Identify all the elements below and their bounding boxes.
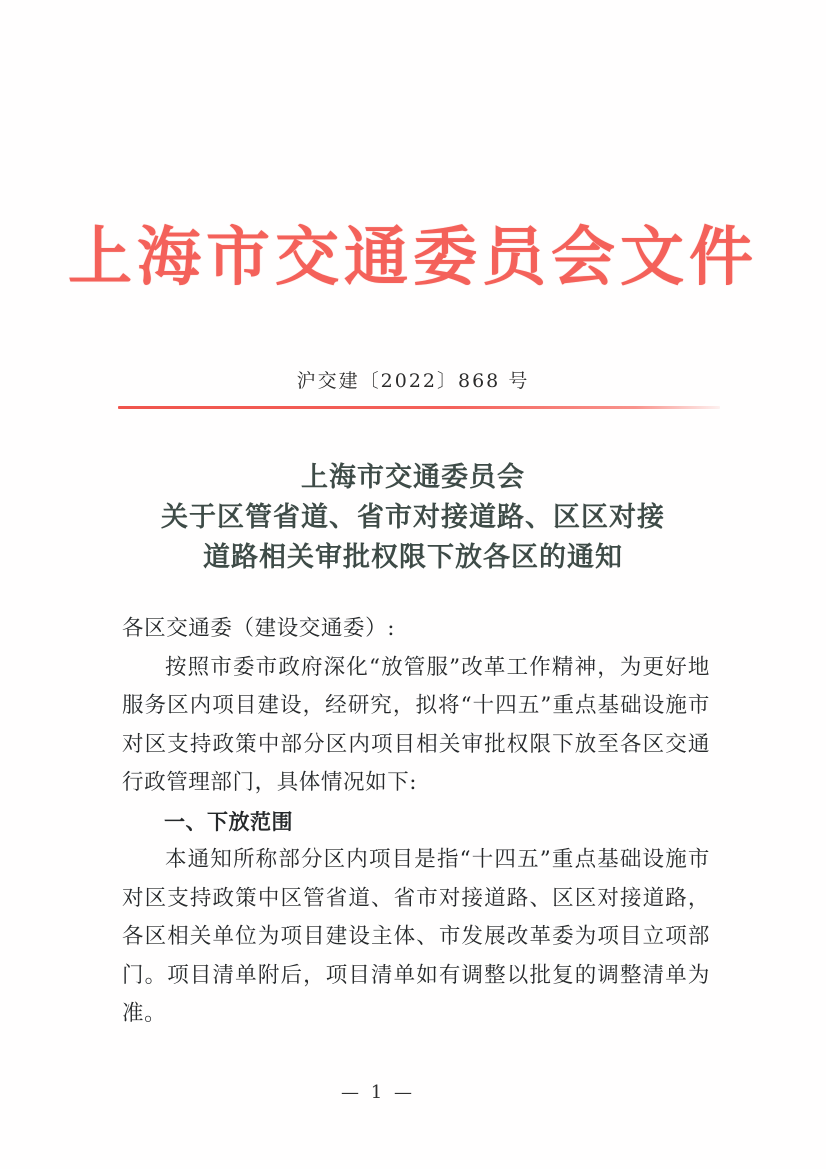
document-title-block [100, 458, 726, 578]
document-title-line-1: 上海市交通委员会 [301, 462, 525, 493]
section-heading-1: 一、下放范围 [164, 809, 293, 834]
body-paragraph-2: 本通知所称部分区内项目是指“十四五”重点基础设施市对区支持政策中区管省道、省市对接道路、区区对接道路，各区相关单位为项目建设主体、市发展改革委为项目立项部门。项目清单附后，项目清单如有调整以批复的调整清单为准。 [122, 847, 710, 1026]
page-number: — 1 — [341, 1082, 415, 1103]
document-number: 沪交建〔2022〕868 号 [296, 370, 530, 392]
body-paragraph-1: 按照市委市政府深化“放管服”改革工作精神，为更好地服务区内项目建设，经研究，拟将“十四五”重点基础设施市对区支持政策中部分区内项目相关审批权限下放至各区交通行政管理部门，具体情况如下: [122, 654, 710, 795]
document-title-line-3: 道路相关审批权限下放各区的通知 [203, 542, 623, 573]
document-masthead-title: 上海市交通委员会文件 [68, 220, 758, 295]
document-title-line-2: 关于区管省道、省市对接道路、区区对接 [161, 502, 665, 533]
document-body [122, 610, 710, 1034]
red-separator-rule [118, 406, 720, 409]
salutation: 各区交通委（建设交通委）: [122, 616, 396, 641]
